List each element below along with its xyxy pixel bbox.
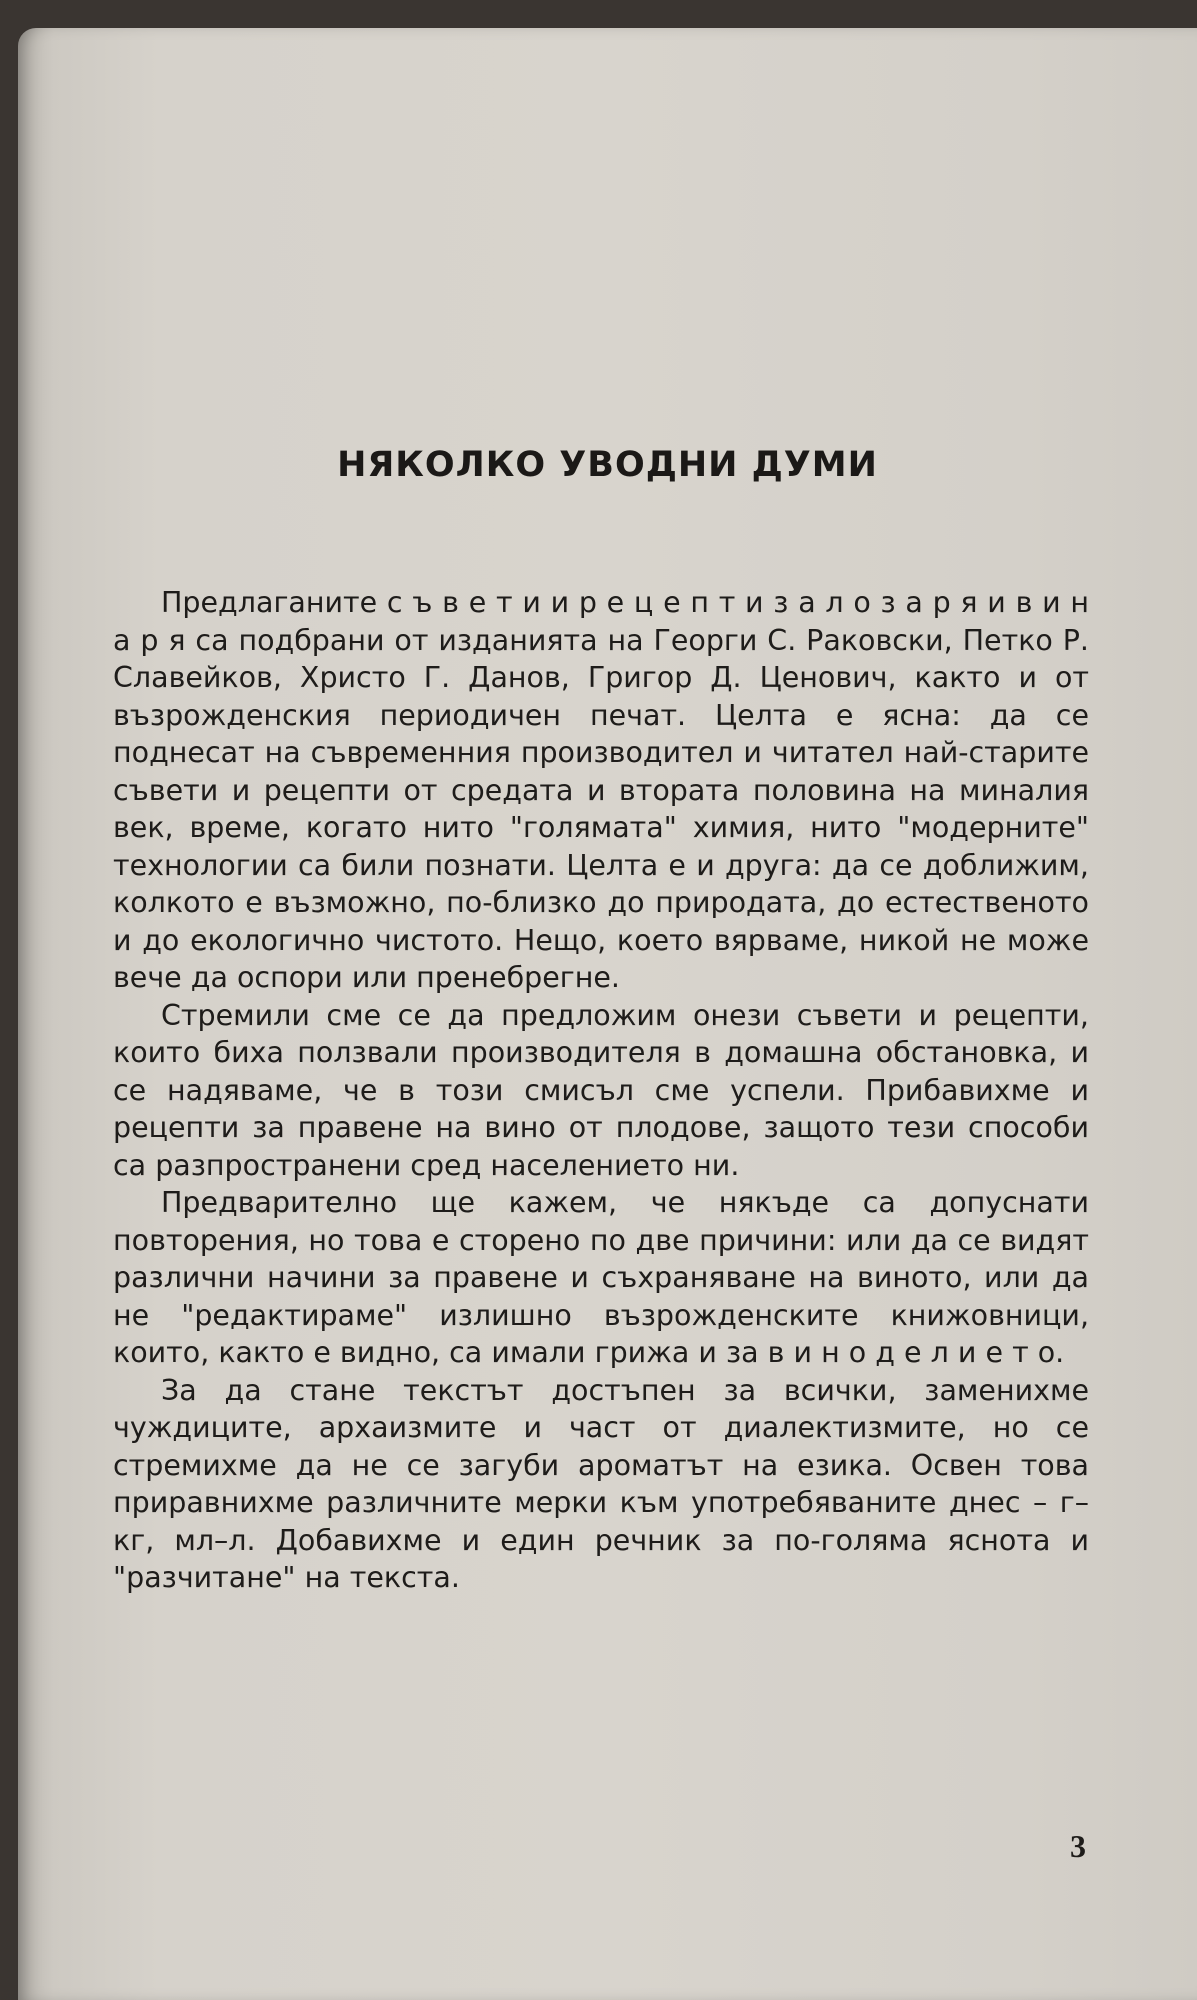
paragraph-3: Предварително ще кажем, че някъде са допуснати повторения, но това е сторено по две причини: или да се видят различни начини за правене и съхраняване на виното, или да не "редактираме" излишно възрожденските книжовници, които, както е видно, са имали грижа и за в и н о д е л и е т о. xyxy=(113,1186,1089,1369)
book-page xyxy=(18,28,1197,2000)
paragraph-1: Предлаганите с ъ в е т и и р е ц е п т и з а л о з а р я и в и н а р я са подбрани от изданията на Георги С. Раковски, Петко Р. Славейков, Христо Г. Данов, Григор Д. Ценович, както и от възрожденския периодичен печат. Целта е ясна: да се поднесат на съвременния производител и читател най-старите съвети и рецепти от средата и втората половина на миналия век, време, когато нито "голямата" химия, нито "модерните" технологии са били познати. Целта е и друга: да се доближим, колкото е възможно, по-близко до природата, до естественото и до екологично чистото. Нещо, което вярваме, никой не може вече да оспори или пренебрегне. xyxy=(113,586,1089,994)
paragraph-4: За да стане текстът достъпен за всички, заменихме чуждиците, архаизмите и част от диалектизмите, но се стремихме да не се загуби ароматът на езика. Освен това приравнихме различните мерки към употребяваните днес – г–кг, мл–л. Добавихме и един речник за по-голяма яснота и "разчитане" на текста. xyxy=(113,1373,1089,1594)
page-title: НЯКОЛКО УВОДНИ ДУМИ xyxy=(337,445,878,485)
body-text xyxy=(113,584,1089,1597)
paragraph-2: Стремили сме се да предложим онези съвети и рецепти, които биха ползвали производителя в домашна обстановка, и се надяваме, че в този смисъл сме успели. Прибавихме и рецепти за правене на вино от плодове, защото тези способи са разпространени сред населението ни. xyxy=(113,998,1089,1182)
page-number: 3 xyxy=(1070,1828,1086,1864)
bleed-through-text xyxy=(138,108,1197,136)
